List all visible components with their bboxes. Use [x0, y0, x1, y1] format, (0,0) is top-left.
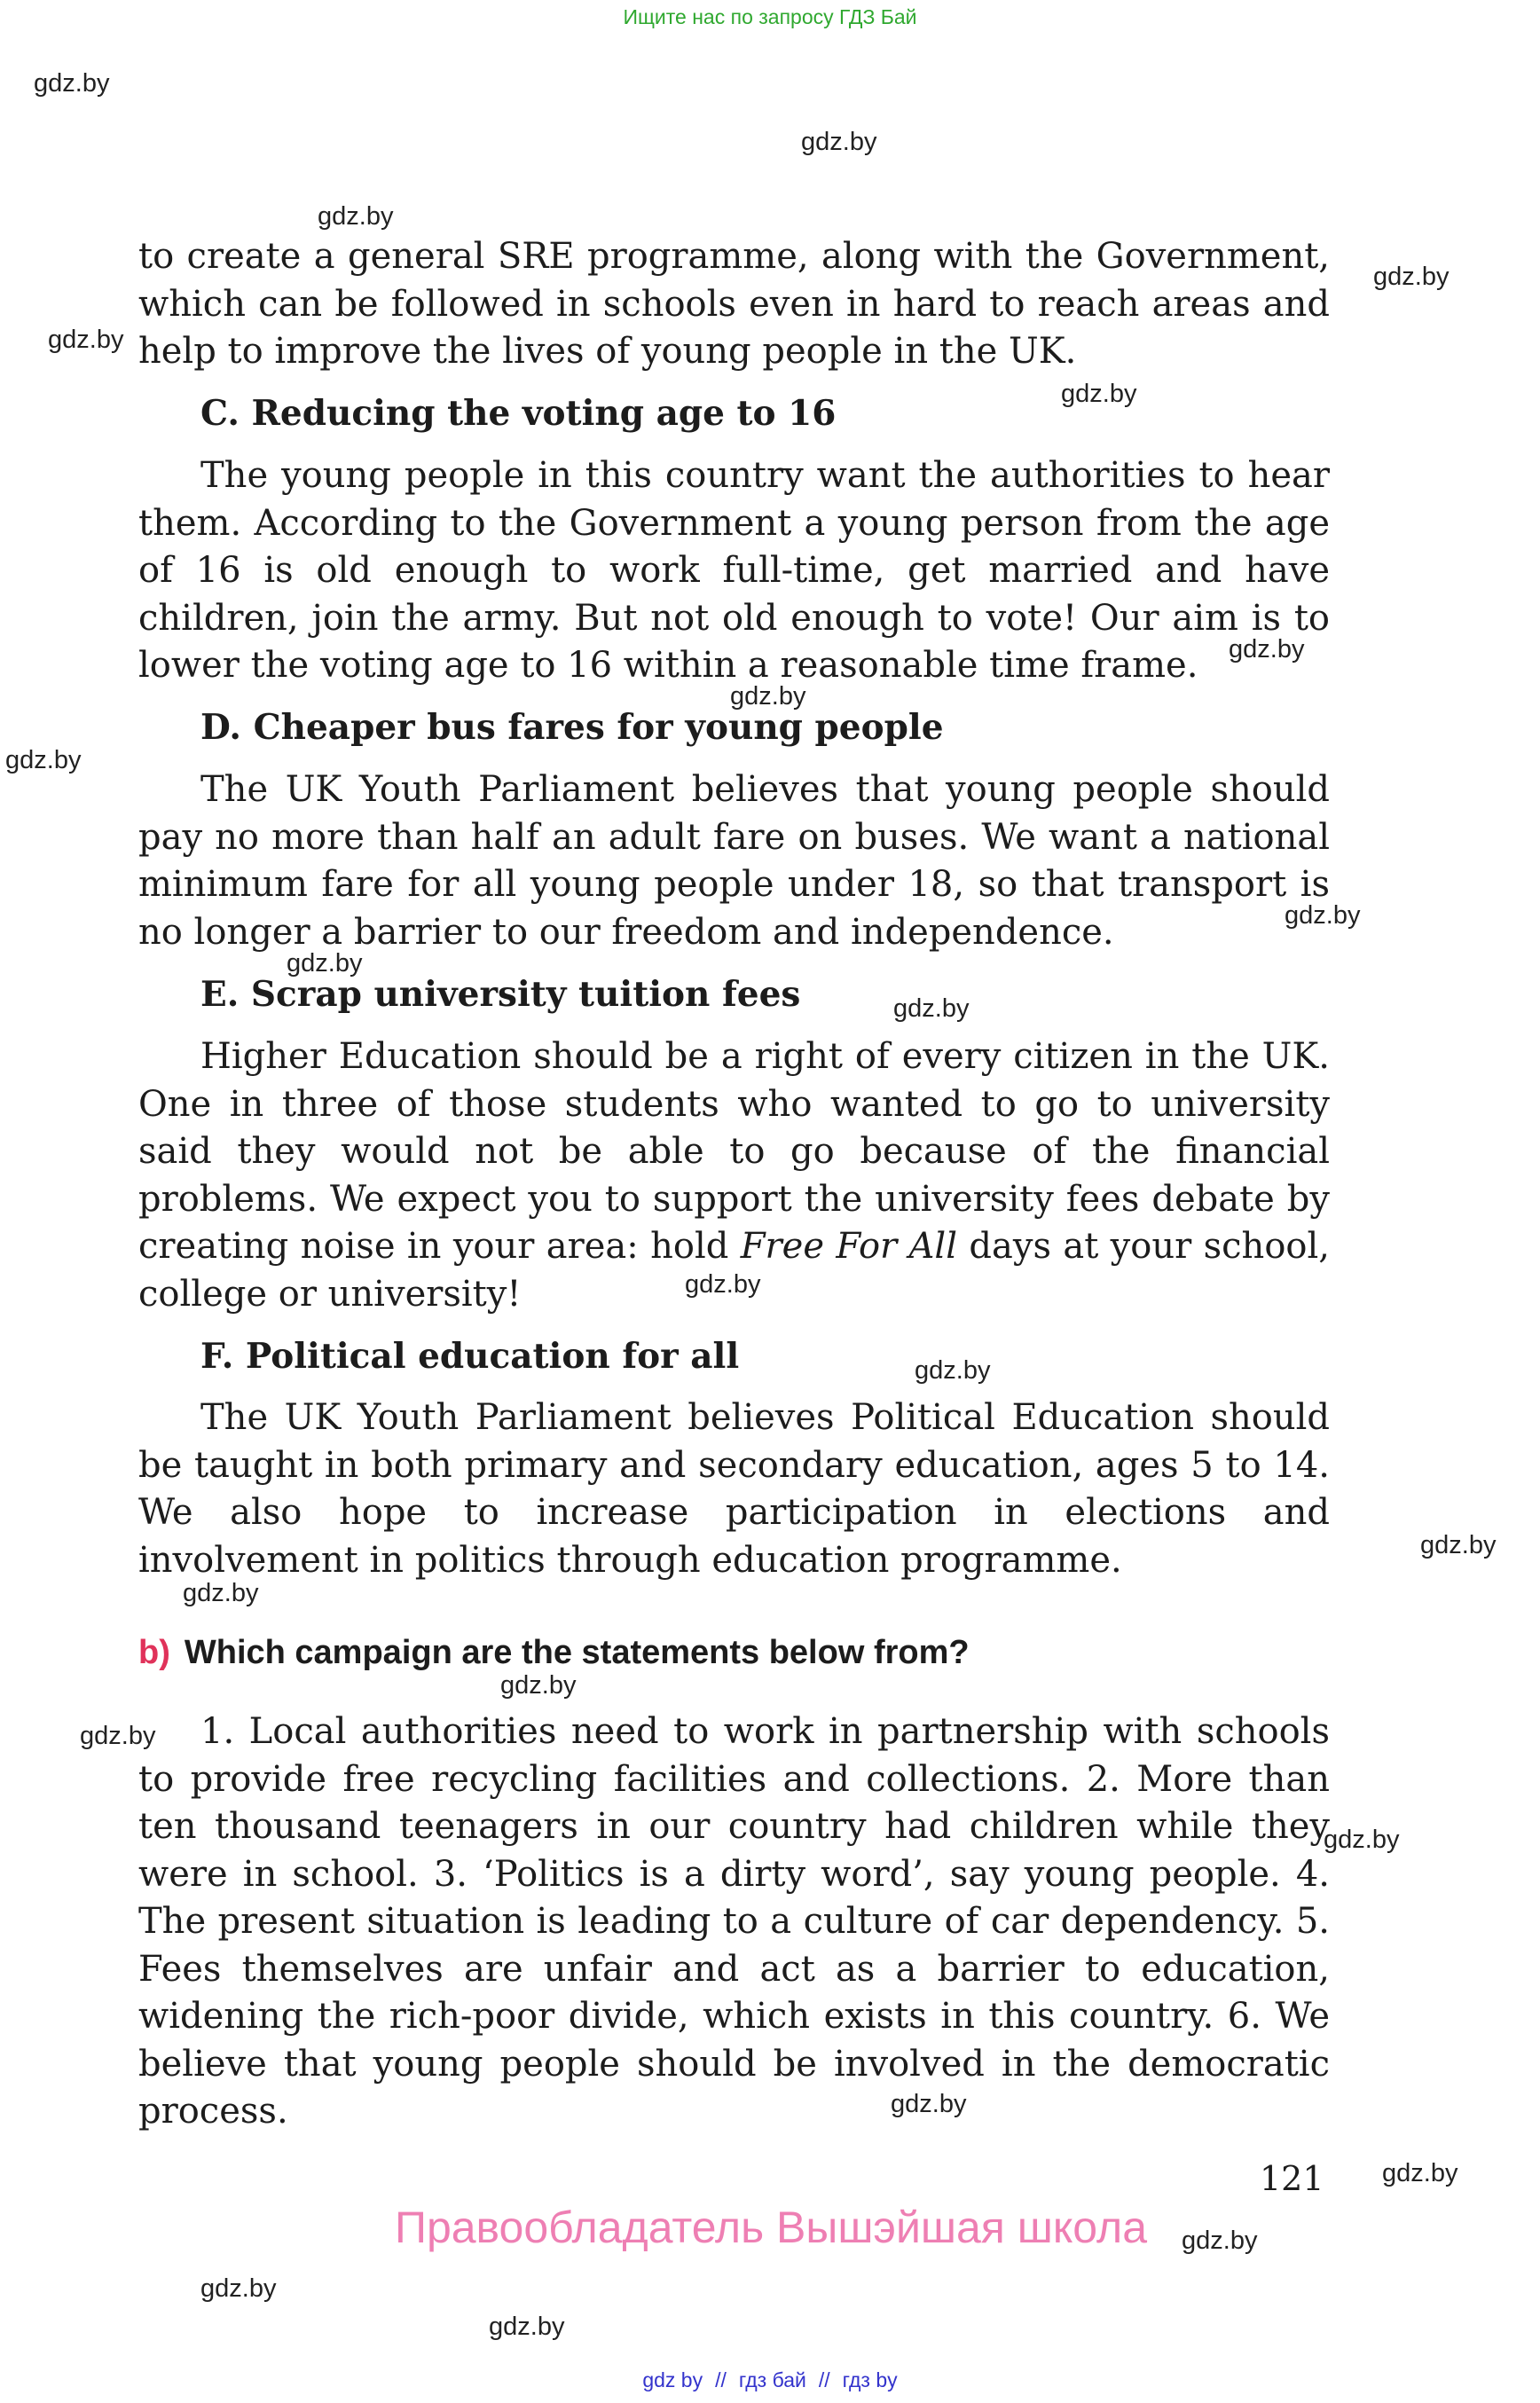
intro-paragraph: to create a general SRE programme, along with the Government, which can be followed in schools even in hard to reach areas and help to improve the lives of young people in the UK. — [138, 236, 1330, 372]
footer-link[interactable]: gdz by — [642, 2368, 703, 2391]
watermark: gdz.by — [801, 128, 877, 156]
watermark: gdz.by — [5, 746, 82, 774]
task-b — [138, 1634, 970, 1672]
watermark: gdz.by — [1420, 1531, 1497, 1559]
section-e-heading: E. Scrap university tuition fees — [200, 974, 801, 1015]
watermark: gdz.by — [200, 2274, 277, 2303]
free-for-all-emphasis: Free For All — [740, 1226, 958, 1267]
watermark: gdz.by — [1285, 901, 1361, 930]
watermark: gdz.by — [685, 1270, 761, 1299]
footer-separator: // — [715, 2368, 727, 2391]
watermark: gdz.by — [891, 2090, 967, 2118]
footer-links — [0, 2368, 1540, 2392]
section-f-body: The UK Youth Parliament believes Political Education should be taught in both primary and secondary education, ages 5 to 14. We also hope to increase participation in elections and involvement in politics through education programme. — [138, 1397, 1330, 1581]
task-instruction: Which campaign are the statements below from? — [184, 1634, 970, 1671]
watermark: gdz.by — [1373, 263, 1450, 291]
section-f-heading: F. Political education for all — [200, 1336, 740, 1377]
watermark: gdz.by — [500, 1671, 577, 1700]
watermark: gdz.by — [915, 1356, 991, 1385]
task-letter: b) — [138, 1634, 170, 1671]
watermark: gdz.by — [1382, 2159, 1458, 2187]
copyright-notice: Правообладатель Вышэйшая школа — [395, 2203, 1147, 2252]
watermark: gdz.by — [1324, 1826, 1400, 1854]
watermark: gdz.by — [318, 202, 394, 231]
watermark: gdz.by — [730, 682, 806, 711]
page-number: 121 — [1260, 2159, 1324, 2198]
footer-link[interactable]: гдз бай — [738, 2368, 806, 2391]
watermark: gdz.by — [80, 1722, 156, 1750]
section-d-heading: D. Cheaper bus fares for young people — [200, 707, 944, 748]
watermark: gdz.by — [34, 69, 110, 98]
watermark: gdz.by — [183, 1579, 259, 1607]
watermark: gdz.by — [287, 949, 363, 978]
section-c-body: The young people in this country want the authorities to hear them. According to the Government a young person from the age of 16 is old enough to work full-time, get married and have children, join the army. But not old enough to vote! Our aim is to lower the voting age to 16 within a reasonable time frame. — [138, 455, 1330, 686]
watermark: gdz.by — [893, 994, 970, 1023]
section-c-heading: C. Reducing the voting age to 16 — [200, 393, 837, 434]
watermark: gdz.by — [489, 2313, 565, 2341]
watermark: gdz.by — [1061, 380, 1137, 408]
footer-link[interactable]: гдз by — [842, 2368, 898, 2391]
section-d-body: The UK Youth Parliament believes that young people should pay no more than half an adult fare on buses. We want a national minimum fare for all young people under 18, so that transport is no longer a barrier to our freedom and independence. — [138, 769, 1330, 953]
watermark: gdz.by — [48, 326, 124, 354]
statements-paragraph: 1. Local authorities need to work in partnership with schools to provide free recycling facilities and collections. 2. More than ten thousand teenagers in our country had children while they were in school. 3. ‘Politics is a dirty word’, say young people. 4. The present situation is leading to a culture of car dependency. 5. Fees themselves are unfair and act as a barrier to education, widening the rich-poor divide, which exists in this country. 6. We believe that young people should be involved in the democratic process. — [138, 1711, 1330, 2132]
section-e-body-tail: days at your school, college or university! — [138, 1226, 1330, 1315]
watermark: gdz.by — [1229, 635, 1305, 664]
section-e-body — [138, 1033, 1330, 1318]
footer-separator: // — [818, 2368, 830, 2391]
top-banner: Ищите нас по запросу ГДЗ Бай — [623, 5, 917, 28]
section-e-body-text: Higher Education should be a right of every citizen in the UK. One in three of those students who wanted to go to university said they would not be able to go because of the financial problems. We expect you to support the university fees debate by creating noise in your area: hold — [138, 1036, 1330, 1267]
watermark: gdz.by — [1182, 2226, 1258, 2255]
